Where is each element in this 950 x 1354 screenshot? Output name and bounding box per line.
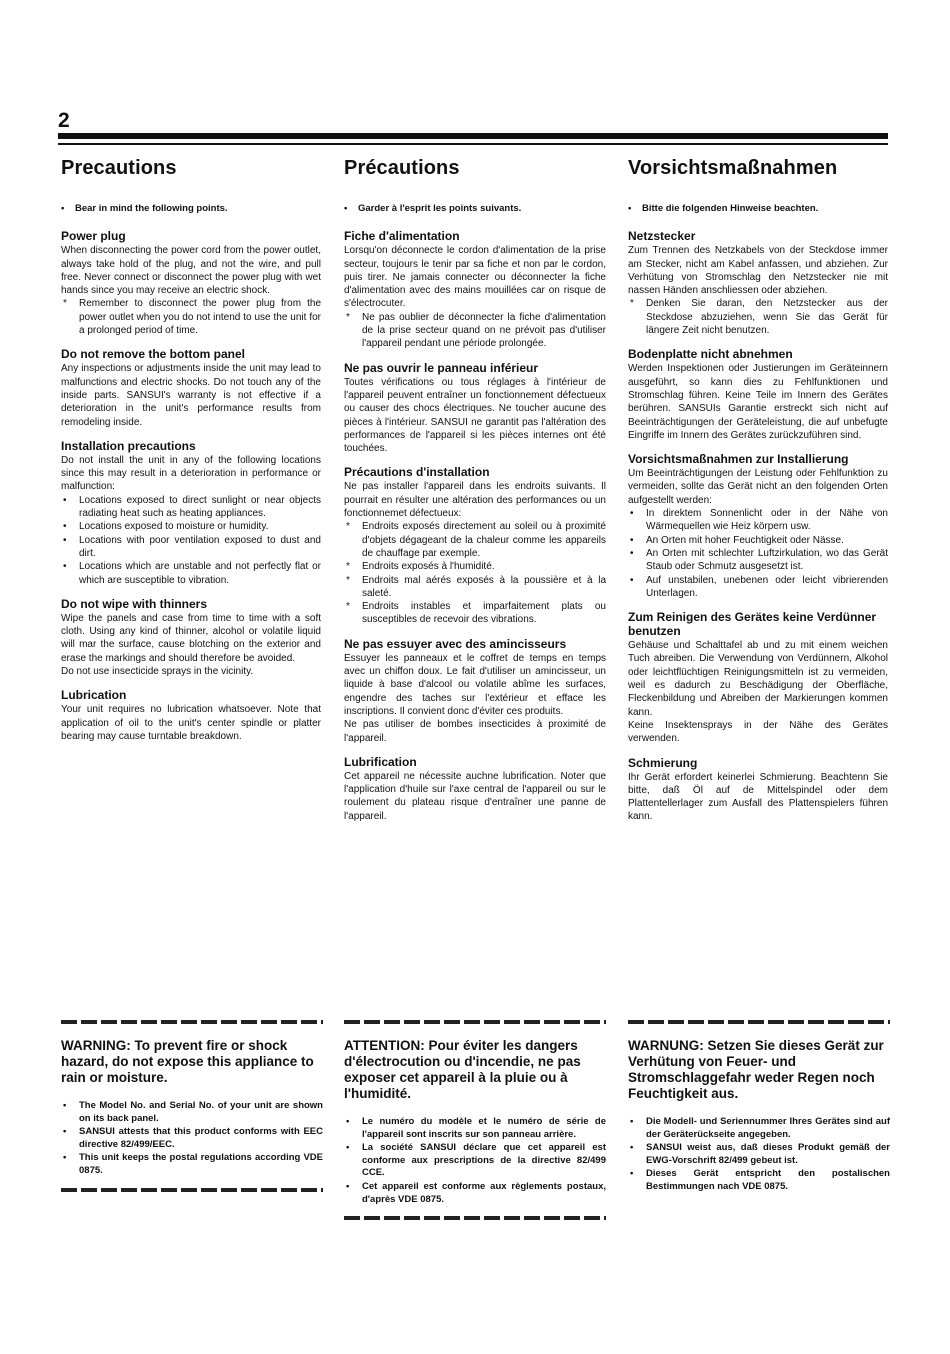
section-bottom-panel bbox=[628, 347, 888, 442]
list-item: • Le numéro du modèle et le numéro de série de l'appareil sont inscrits sur son panneau arrière. bbox=[344, 1116, 606, 1141]
section-text-2: Do not use insecticide sprays in the vicinity. bbox=[61, 666, 254, 678]
section-text: Wipe the panels and case from time to time with a soft cloth. Using any kind of thinner, alcohol or volatile liquid will mar the surface, cause blotching on the exterior and erase the markings and should therefore be avoided. bbox=[61, 612, 321, 664]
section-heading: Fiche d'alimentation bbox=[344, 229, 460, 244]
list-item: • SANSUI weist aus, daß dieses Produkt gemäß der EWG-Vorschrift 82/499 gebeut ist. bbox=[628, 1142, 890, 1167]
intro-text: • Garder à l'esprit les points suivants. bbox=[344, 202, 606, 215]
list-item: • SANSUI attests that this product conforms with EEC directive 82/499/EEC. bbox=[61, 1126, 323, 1151]
section-heading: Power plug bbox=[61, 229, 126, 244]
section-power-plug bbox=[61, 229, 321, 337]
section-bottom-panel bbox=[344, 361, 606, 456]
warning-box-english bbox=[61, 1020, 323, 1192]
star-list bbox=[344, 520, 606, 626]
list-item: * Endroits instables et imparfaitement plats ou susceptibles de recevoir des vibrations. bbox=[344, 600, 606, 627]
list-item: • An Orten mit hoher Feuchtigkeit oder Nässe. bbox=[628, 534, 888, 547]
list-item: • This unit keeps the postal regulations according VDE 0875. bbox=[61, 1152, 323, 1177]
section-heading: Ne pas ouvrir le panneau inférieur bbox=[344, 360, 539, 375]
list-item: • The Model No. and Serial No. of your unit are shown on its back panel. bbox=[61, 1100, 323, 1125]
section-text: Gehäuse und Schalttafel ab und zu mit einem weichen Tuch abreiben. Die Verwendung von Verdünnern, Alkohol oder leichtflüchtigen Reinigungsmitteln ist zu vermeiden, weil es dadurch zu Beschädigung der Oberfläche, Fleckenbildung und Abreiben der Markierungen kommen kann. bbox=[628, 640, 888, 718]
section-text: Toutes vérifications ou tous réglages à l'intérieur de l'appareil peuvent entraîner un fonctionnement défectueux ou causer des chocs électriques. Ne toucher aucune des pièces à l'intérieur. SANSUI ne garantit pas l'altération des performances de l'appareil si les pièces internes ont été touchées. bbox=[344, 376, 606, 455]
section-heading: Ne pas essuyer avec des amincisseurs bbox=[344, 636, 567, 651]
dashed-rule bbox=[61, 1020, 323, 1024]
section-power-plug bbox=[344, 229, 606, 350]
section-heading: Lubrification bbox=[344, 754, 417, 769]
section-text: Ne pas installer l'appareil dans les endroits suivants. Il pourrait en résulter une altération des performances ou un fonctionnemet défectueux: bbox=[344, 481, 606, 520]
section-text: Um Beeinträchtigungen der Leistung oder Fehlfunktion zu vermeiden, sollte das Gerät nicht an den folgenden Orten aufgestellt werden: bbox=[628, 468, 888, 506]
star-list bbox=[628, 297, 888, 337]
section-text: Any inspections or adjustments inside the unit may lead to malfunctions and electric shocks. Do not touch any of the inside parts. SANSUI's warranty is not effective if a deterioration in the unit's performance results from remodeling inside. bbox=[61, 363, 321, 428]
list-item: * Remember to disconnect the power plug from the power outlet when you do not intend to use the unit for a prolonged period of time. bbox=[61, 297, 321, 337]
section-text-2: Keine Insektensprays in der Nähe des Gerätes verwenden. bbox=[628, 719, 888, 745]
bullet-list bbox=[61, 494, 321, 587]
section-installation bbox=[61, 439, 321, 587]
section-heading: Schmierung bbox=[628, 755, 698, 770]
list-item: * Endroits exposés à l'humidité. bbox=[344, 560, 606, 573]
section-heading: Do not remove the bottom panel bbox=[61, 347, 246, 362]
section-lubrication bbox=[628, 756, 888, 824]
list-item: • Cet appareil est conforme aux règlements postaux, d'après VDE 0875. bbox=[344, 1181, 606, 1206]
section-text: When disconnecting the power cord from the power outlet, always take hold of the plug, and not the wire, and pull free. Never connect or disconnect the power plug with wet hands since you may receive an electric shock. bbox=[61, 245, 321, 297]
section-lubrication bbox=[344, 755, 606, 823]
dashed-rule bbox=[344, 1020, 606, 1024]
section-text: Cet appareil ne nécessite auchne lubrification. Noter que l'application d'huile sur l'axe central de l'appareil ou sur le roulement du plateau risque d'entraîner une panne de l'appareil. bbox=[344, 770, 606, 822]
section-bottom-panel bbox=[61, 347, 321, 428]
list-item: • Auf unstabilen, unebenen oder leicht vibrierenden Unterlagen. bbox=[628, 574, 888, 601]
section-text-2: Ne pas utiliser de bombes insecticides à proximité de l'appareil. bbox=[344, 719, 606, 744]
warning-box-french bbox=[344, 1020, 606, 1220]
dashed-rule bbox=[344, 1216, 606, 1220]
column-english bbox=[61, 150, 321, 753]
section-heading: Installation precautions bbox=[61, 438, 196, 453]
section-text: Werden Inspektionen oder Justierungen im Geräteinnern ausgeführt, so kann dies zu Fehlfunktionen und Stromschlag führen. Keine Teile im Innern des Gerätes berühren. SANSUIs Garantie erstreckt sich nicht auf Beeinträchtigungen der Geräteleistung, die auf unbefugte Eingriffe im Innern des Gerätes zurückzuführen sind. bbox=[628, 363, 888, 441]
warning-heading: WARNING: To prevent fire or shock hazard, do not expose this appliance to rain or moisture. bbox=[61, 1038, 314, 1085]
list-item: • Locations exposed to direct sunlight or near objects radiating heat such as heating appliances. bbox=[61, 494, 321, 521]
warning-list bbox=[628, 1116, 890, 1194]
list-item: • Dieses Gerät entspricht den postalischen Bestimmungen nach VDE 0875. bbox=[628, 1168, 890, 1193]
warning-list bbox=[344, 1116, 606, 1206]
list-item: • In direktem Sonnenlicht oder in der Nähe von Wärmequellen wie Heiz körpern usw. bbox=[628, 507, 888, 534]
section-text: Your unit requires no lubrication whatsoever. Note that application of oil to the unit's center spindle or platter bearing may cause turntable breakdown. bbox=[61, 704, 321, 742]
column-title: Vorsichtsmaßnahmen bbox=[628, 157, 838, 179]
section-thinners bbox=[61, 597, 321, 678]
list-item: • Die Modell- und Seriennummer Ihres Gerätes sind auf der Geräterückseite angegeben. bbox=[628, 1116, 890, 1141]
warning-box-german bbox=[628, 1020, 890, 1195]
column-title: Précautions bbox=[344, 157, 460, 179]
section-text: Do not install the unit in any of the following locations since this may result in a deterioration in performance or malfunction: bbox=[61, 454, 321, 493]
intro-text: • Bitte die folgenden Hinweise beachten. bbox=[628, 202, 888, 215]
section-heading: Do not wipe with thinners bbox=[61, 596, 207, 611]
section-heading: Zum Reinigen des Gerätes keine Verdünner benutzen bbox=[628, 610, 877, 639]
section-text: Zum Trennen des Netzkabels von der Steckdose immer am Stecker, nicht am Kabel anfassen, und abziehen. Zur Verhütung von Stromschlag den Netzstecker nie mit nassen Händen anschliessen oder abziehen. bbox=[628, 245, 888, 297]
star-list bbox=[61, 297, 321, 337]
list-item: • An Orten mit schlechter Luftzirkulation, wo das Gerät Staub oder Schmutz ausgesetzt ist. bbox=[628, 547, 888, 574]
section-heading: Lubrication bbox=[61, 688, 127, 703]
list-item: * Endroits mal aérés exposés à la poussière et à la saleté. bbox=[344, 574, 606, 601]
page-number: 2 bbox=[58, 109, 70, 132]
warning-list bbox=[61, 1100, 323, 1178]
section-heading: Vorsichtsmaßnahmen zur Installierung bbox=[628, 452, 849, 467]
list-item: * Endroits exposés directement au soleil ou à proximité d'objets dégageant de la chaleur comme les appareils de chauffage par exemple. bbox=[344, 520, 606, 560]
dashed-rule bbox=[61, 1188, 323, 1192]
column-title: Precautions bbox=[61, 157, 177, 179]
bullet-list bbox=[628, 507, 888, 600]
list-item: • La société SANSUI déclare que cet appareil est conforme aux prescriptions de la directive 82/499 CCE. bbox=[344, 1142, 606, 1180]
list-item: • Locations which are unstable and not perfectly flat or which are susceptible to vibration. bbox=[61, 560, 321, 587]
section-installation bbox=[628, 452, 888, 600]
header-rule-thick bbox=[58, 133, 888, 139]
section-lubrication bbox=[61, 688, 321, 743]
section-heading: Précautions d'installation bbox=[344, 465, 490, 480]
section-heading: Netzstecker bbox=[628, 229, 696, 244]
header-rule-thin bbox=[58, 143, 888, 145]
warning-heading: ATTENTION: Pour éviter les dangers d'électrocution ou d'incendie, ne pas exposer cet appareil à la pluie ou à l'humidité. bbox=[344, 1038, 581, 1101]
list-item: * Ne pas oublier de déconnecter la fiche d'alimentation de la prise secteur quand on ne prévoit pas d'utiliser l'appareil pendant une période prolongée. bbox=[344, 311, 606, 351]
section-heading: Bodenplatte nicht abnehmen bbox=[628, 347, 793, 362]
column-german bbox=[628, 150, 888, 834]
list-item: • Locations with poor ventilation exposed to dust and dirt. bbox=[61, 534, 321, 561]
list-item: • Locations exposed to moisture or humidity. bbox=[61, 520, 321, 533]
section-thinners bbox=[628, 610, 888, 745]
warning-heading: WARNUNG: Setzen Sie dieses Gerät zur Verhütung von Feuer- und Stromschlaggefahr weder Regen noch Feuchtigkeit aus. bbox=[628, 1038, 884, 1101]
list-item: * Denken Sie daran, den Netzstecker aus der Steckdose abzuziehen, wenn Sie das Gerät für längere Zeit nicht benutzen. bbox=[628, 297, 888, 337]
star-list bbox=[344, 311, 606, 351]
section-thinners bbox=[344, 637, 606, 745]
column-french bbox=[344, 150, 606, 833]
section-text: Essuyer les panneaux et le coffret de temps en temps avec un chiffon doux. Le fait d'utiliser un amincisseur, un liquide à base d'alcool ou volatile abîme les surfaces, engendre des taches sur l'extérieur et efface les inscriptions. Il convient donc d'éviter ces produits. bbox=[344, 652, 606, 717]
section-text: Lorsqu'on déconnecte le cordon d'alimentation de la prise secteur, toujours le tenir par sa fiche et non par le cordon, puis tirer. Ne jamais connecter ou déconnecter la fiche d'alimentation avec des mains mouillées car on risque de s'électrocuter. bbox=[344, 245, 606, 310]
section-text: Ihr Gerät erfordert keinerlei Schmierung. Beachtenn Sie bitte, daß Öl auf de Mittelspindel oder dem Plattentellerlager zum Ausfall des Plattenspielers führen kann. bbox=[628, 771, 888, 823]
section-power-plug bbox=[628, 229, 888, 337]
dashed-rule bbox=[628, 1020, 890, 1024]
intro-text: • Bear in mind the following points. bbox=[61, 202, 321, 215]
section-installation bbox=[344, 465, 606, 626]
